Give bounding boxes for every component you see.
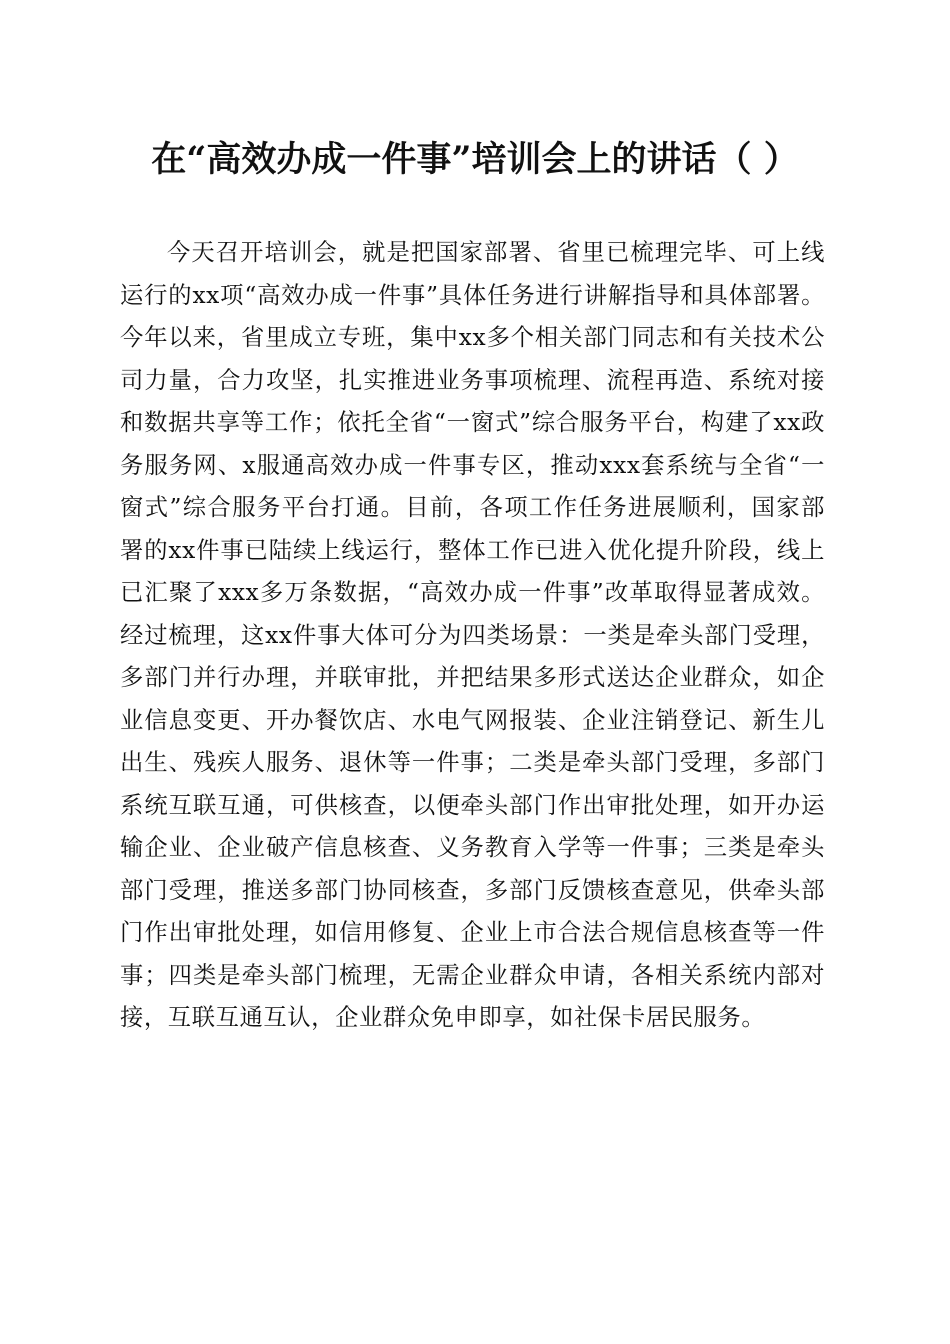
document-title: 在“高效办成一件事”培训会上的讲话（ ） [151, 139, 799, 180]
body-paragraph: 今天召开培训会，就是把国家部署、省里已梳理完毕、可上线运行的xx项“高效办成一件事”具体任务进行讲解指导和具体部署。今年以来，省里成立专班，集中xx多个相关部门同志和有关技术公司力量，合力攻坚，扎实推进业务事项梳理、流程再造、系统对接和数据共享等工作；依托全省“一窗式”综合服务平台，构建了xx政务服务网、x服通高效办成一件事专区，推动xxx套系统与全省“一窗式”综合服务平台打通。目前，各项工作任务进展顺利，国家部署的xx件事已陆续上线运行，整体工作已进入优化提升阶段，线上已汇聚了xxx多万条数据，“高效办成一件事”改革取得显著成效。经过梳理，这xx件事大体可分为四类场景：一类是牵头部门受理，多部门并行办理，并联审批，并把结果多形式送达企业群众，如企业信息变更、开办餐饮店、水电气网报装、企业注销登记、新生儿出生、残疾人服务、退休等一件事；二类是牵头部门受理，多部门系统互联互通，可供核查，以便牵头部门作出审批处理，如开办运输企业、企业破产信息核查、义务教育入学等一件事；三类是牵头部门受理，推送多部门协同核查，多部门反馈核查意见，供牵头部门作出审批处理，如信用修复、企业上市合法合规信息核查等一件事；四类是牵头部门梳理，无需企业群众申请，各相关系统内部对接，互联互通互认，企业群众免申即享，如社保卡居民服务。 [120, 239, 825, 1031]
